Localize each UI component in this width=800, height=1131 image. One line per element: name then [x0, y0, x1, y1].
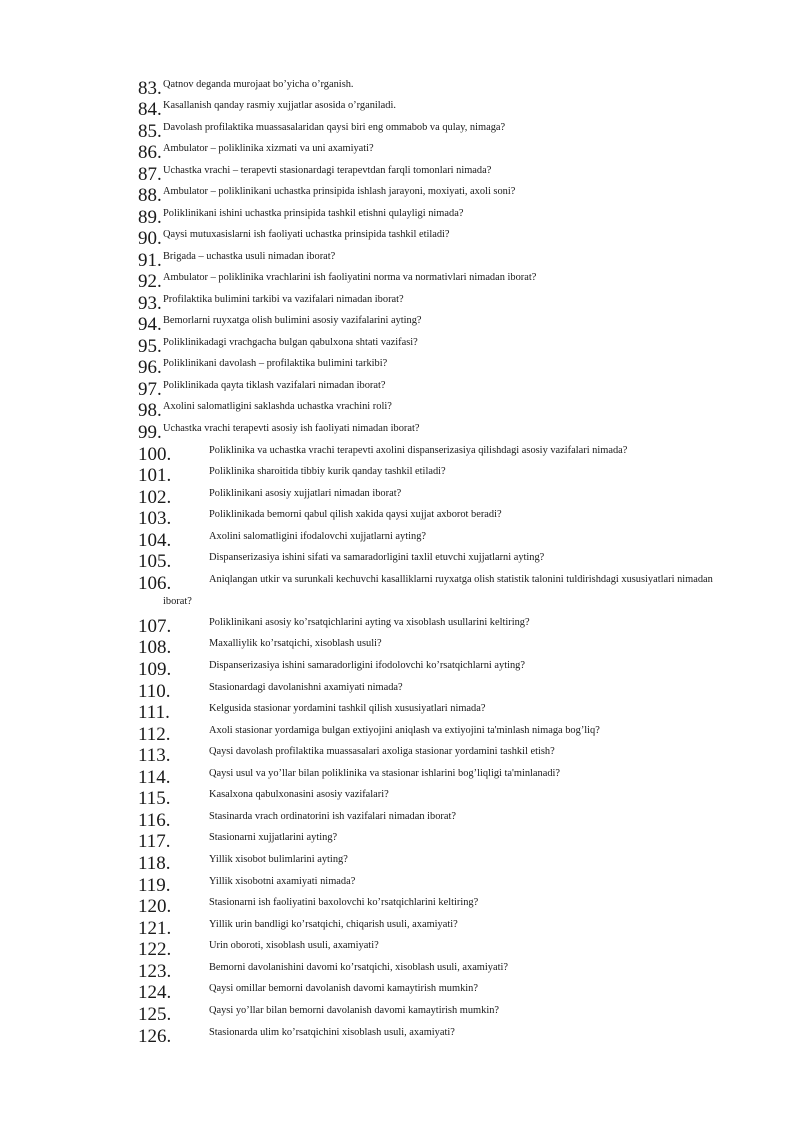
- question-text: Aniqlangan utkir va surunkali kechuvchi kasalliklarni ruyxatga olish statistik talonini tuldirishdagi xususiyatlari nimadan: [209, 574, 713, 585]
- question-text: Poliklinika sharoitida tibbiy kurik qanday tashkil etiladi?: [209, 466, 446, 477]
- question-number: 98.: [138, 400, 162, 421]
- question-text: Poliklinikani asosiy xujjatlari nimadan iborat?: [209, 488, 402, 499]
- question-text: Qaysi omillar bemorni davolanish davomi kamaytirish mumkin?: [209, 983, 478, 994]
- question-number: 103.: [138, 508, 172, 529]
- question-number: 106.: [138, 573, 172, 594]
- question-number: 87.: [138, 164, 162, 185]
- question-number: 94.: [138, 314, 162, 335]
- question-number: 118.: [138, 853, 171, 874]
- question-text: Axoli stasionar yordamiga bulgan extiyojini aniqlash va extiyojini ta'minlash nimaga bog’liq?: [209, 725, 600, 736]
- question-number: 104.: [138, 530, 172, 551]
- question-number: 119.: [138, 875, 171, 896]
- question-number: 110.: [138, 681, 171, 702]
- question-number: 86.: [138, 142, 162, 163]
- question-number: 89.: [138, 207, 162, 228]
- question-number: 97.: [138, 379, 162, 400]
- question-number: 101.: [138, 465, 172, 486]
- question-number: 117.: [138, 831, 171, 852]
- question-text: Ambulator – poliklinikani uchastka prinsipida ishlash jarayoni, moxiyati, axoli soni?: [163, 186, 516, 197]
- question-text: Qatnov deganda murojaat bo’yicha o’rganish.: [163, 79, 354, 90]
- question-number: 96.: [138, 357, 162, 378]
- question-number: 122.: [138, 939, 172, 960]
- question-number: 121.: [138, 918, 172, 939]
- question-text: Profilaktika bulimini tarkibi va vazifalari nimadan iborat?: [163, 294, 404, 305]
- question-number: 120.: [138, 896, 172, 917]
- question-text: Dispanserizasiya ishini samaradorligini ifodolovchi ko’rsatqichlarni ayting?: [209, 660, 525, 671]
- question-text: Stasionarni ish faoliyatini baxolovchi ko’rsatqichlarini keltiring?: [209, 897, 479, 908]
- question-text: Ambulator – poliklinika xizmati va uni axamiyati?: [163, 143, 374, 154]
- question-number: 91.: [138, 250, 162, 271]
- question-text: Uchastka vrachi terapevti asosiy ish faoliyati nimadan iborat?: [163, 423, 420, 434]
- question-number: 90.: [138, 228, 162, 249]
- question-text: Poliklinika va uchastka vrachi terapevti axolini dispanserizasiya qilishdagi asosiy vazifalari nimada?: [209, 445, 628, 456]
- question-number: 88.: [138, 185, 162, 206]
- question-number: 108.: [138, 637, 172, 658]
- question-number: 92.: [138, 271, 162, 292]
- question-text: Qaysi mutuxasislarni ish faoliyati uchastka prinsipida tashkil etiladi?: [163, 229, 450, 240]
- question-text-continuation: iborat?: [163, 596, 192, 607]
- question-number: 85.: [138, 121, 162, 142]
- question-number: 84.: [138, 99, 162, 120]
- question-number: 95.: [138, 336, 162, 357]
- question-text: Poliklinikada bemorni qabul qilish xakida qaysi xujjat axborot beradi?: [209, 509, 502, 520]
- question-text: Stasionarni xujjatlarini ayting?: [209, 832, 338, 843]
- question-text: Brigada – uchastka usuli nimadan iborat?: [163, 251, 336, 262]
- question-number: 105.: [138, 551, 172, 572]
- question-text: Poliklinikada qayta tiklash vazifalari nimadan iborat?: [163, 380, 386, 391]
- question-text: Yillik xisobotni axamiyati nimada?: [209, 876, 356, 887]
- question-number: 112.: [138, 724, 171, 745]
- question-text: Qaysi yo’llar bilan bemorni davolanish davomi kamaytirish mumkin?: [209, 1005, 500, 1016]
- question-text: Poliklinikani asosiy ko’rsatqichlarini ayting va xisoblash usullarini keltiring?: [209, 617, 530, 628]
- question-text: Stasinarda vrach ordinatorini ish vazifalari nimadan iborat?: [209, 811, 456, 822]
- question-text: Ambulator – poliklinika vrachlarini ish faoliyatini norma va normativlari nimadan iborat?: [163, 272, 537, 283]
- question-text: Yillik urin bandligi ko’rsatqichi, chiqarish usuli, axamiyati?: [209, 919, 458, 930]
- question-number: 111.: [138, 702, 170, 723]
- question-text: Axolini salomatligini saklashda uchastka vrachini roli?: [163, 401, 392, 412]
- question-number: 109.: [138, 659, 172, 680]
- question-text: Dispanserizasiya ishini sifati va samaradorligini taxlil etuvchi xujjatlarni ayting?: [209, 552, 545, 563]
- question-number: 114.: [138, 767, 171, 788]
- question-number: 116.: [138, 810, 171, 831]
- question-number: 93.: [138, 293, 162, 314]
- question-number: 102.: [138, 487, 172, 508]
- question-text: Yillik xisobot bulimlarini ayting?: [209, 854, 348, 865]
- question-number: 113.: [138, 745, 171, 766]
- question-text: Poliklinikadagi vrachgacha bulgan qabulxona shtati vazifasi?: [163, 337, 418, 348]
- question-text: Qaysi usul va yo’llar bilan poliklinika va stasionar ishlarini bog’liqligi ta'minlanadi?: [209, 768, 561, 779]
- question-number: 125.: [138, 1004, 172, 1025]
- question-number: 124.: [138, 982, 172, 1003]
- question-text: Qaysi davolash profilaktika muassasalari axoliga stasionar yordamini tashkil etish?: [209, 746, 555, 757]
- question-number: 83.: [138, 78, 162, 99]
- question-text: Bemorlarni ruyxatga olish bulimini asosiy vazifalarini ayting?: [163, 315, 422, 326]
- question-text: Maxalliylik ko’rsatqichi, xisoblash usuli?: [209, 638, 382, 649]
- question-text: Bemorni davolanishini davomi ko’rsatqichi, xisoblash usuli, axamiyati?: [209, 962, 508, 973]
- question-number: 100.: [138, 444, 172, 465]
- question-number: 123.: [138, 961, 172, 982]
- question-text: Poliklinikani davolash – profilaktika bulimini tarkibi?: [163, 358, 388, 369]
- question-text: Kasalxona qabulxonasini asosiy vazifalari?: [209, 789, 389, 800]
- question-text: Uchastka vrachi – terapevti stasionardagi terapevtdan farqli tomonlari nimada?: [163, 165, 492, 176]
- question-number: 107.: [138, 616, 172, 637]
- question-text: Urin oboroti, xisoblash usuli, axamiyati?: [209, 940, 379, 951]
- question-text: Davolash profilaktika muassasalaridan qaysi biri eng ommabob va qulay, nimaga?: [163, 122, 506, 133]
- question-text: Stasionarda ulim ko’rsatqichini xisoblash usuli, axamiyati?: [209, 1027, 455, 1038]
- question-number: 115.: [138, 788, 171, 809]
- question-text: Axolini salomatligini ifodalovchi xujjatlarni ayting?: [209, 531, 427, 542]
- question-number: 126.: [138, 1026, 172, 1047]
- question-text: Kelgusida stasionar yordamini tashkil qilish xususiyatlari nimada?: [209, 703, 486, 714]
- question-text: Stasionardagi davolanishni axamiyati nimada?: [209, 682, 403, 693]
- question-text: Kasallanish qanday rasmiy xujjatlar asosida o’rganiladi.: [163, 100, 396, 111]
- question-number: 99.: [138, 422, 162, 443]
- question-text: Poliklinikani ishini uchastka prinsipida tashkil etishni qulayligi nimada?: [163, 208, 464, 219]
